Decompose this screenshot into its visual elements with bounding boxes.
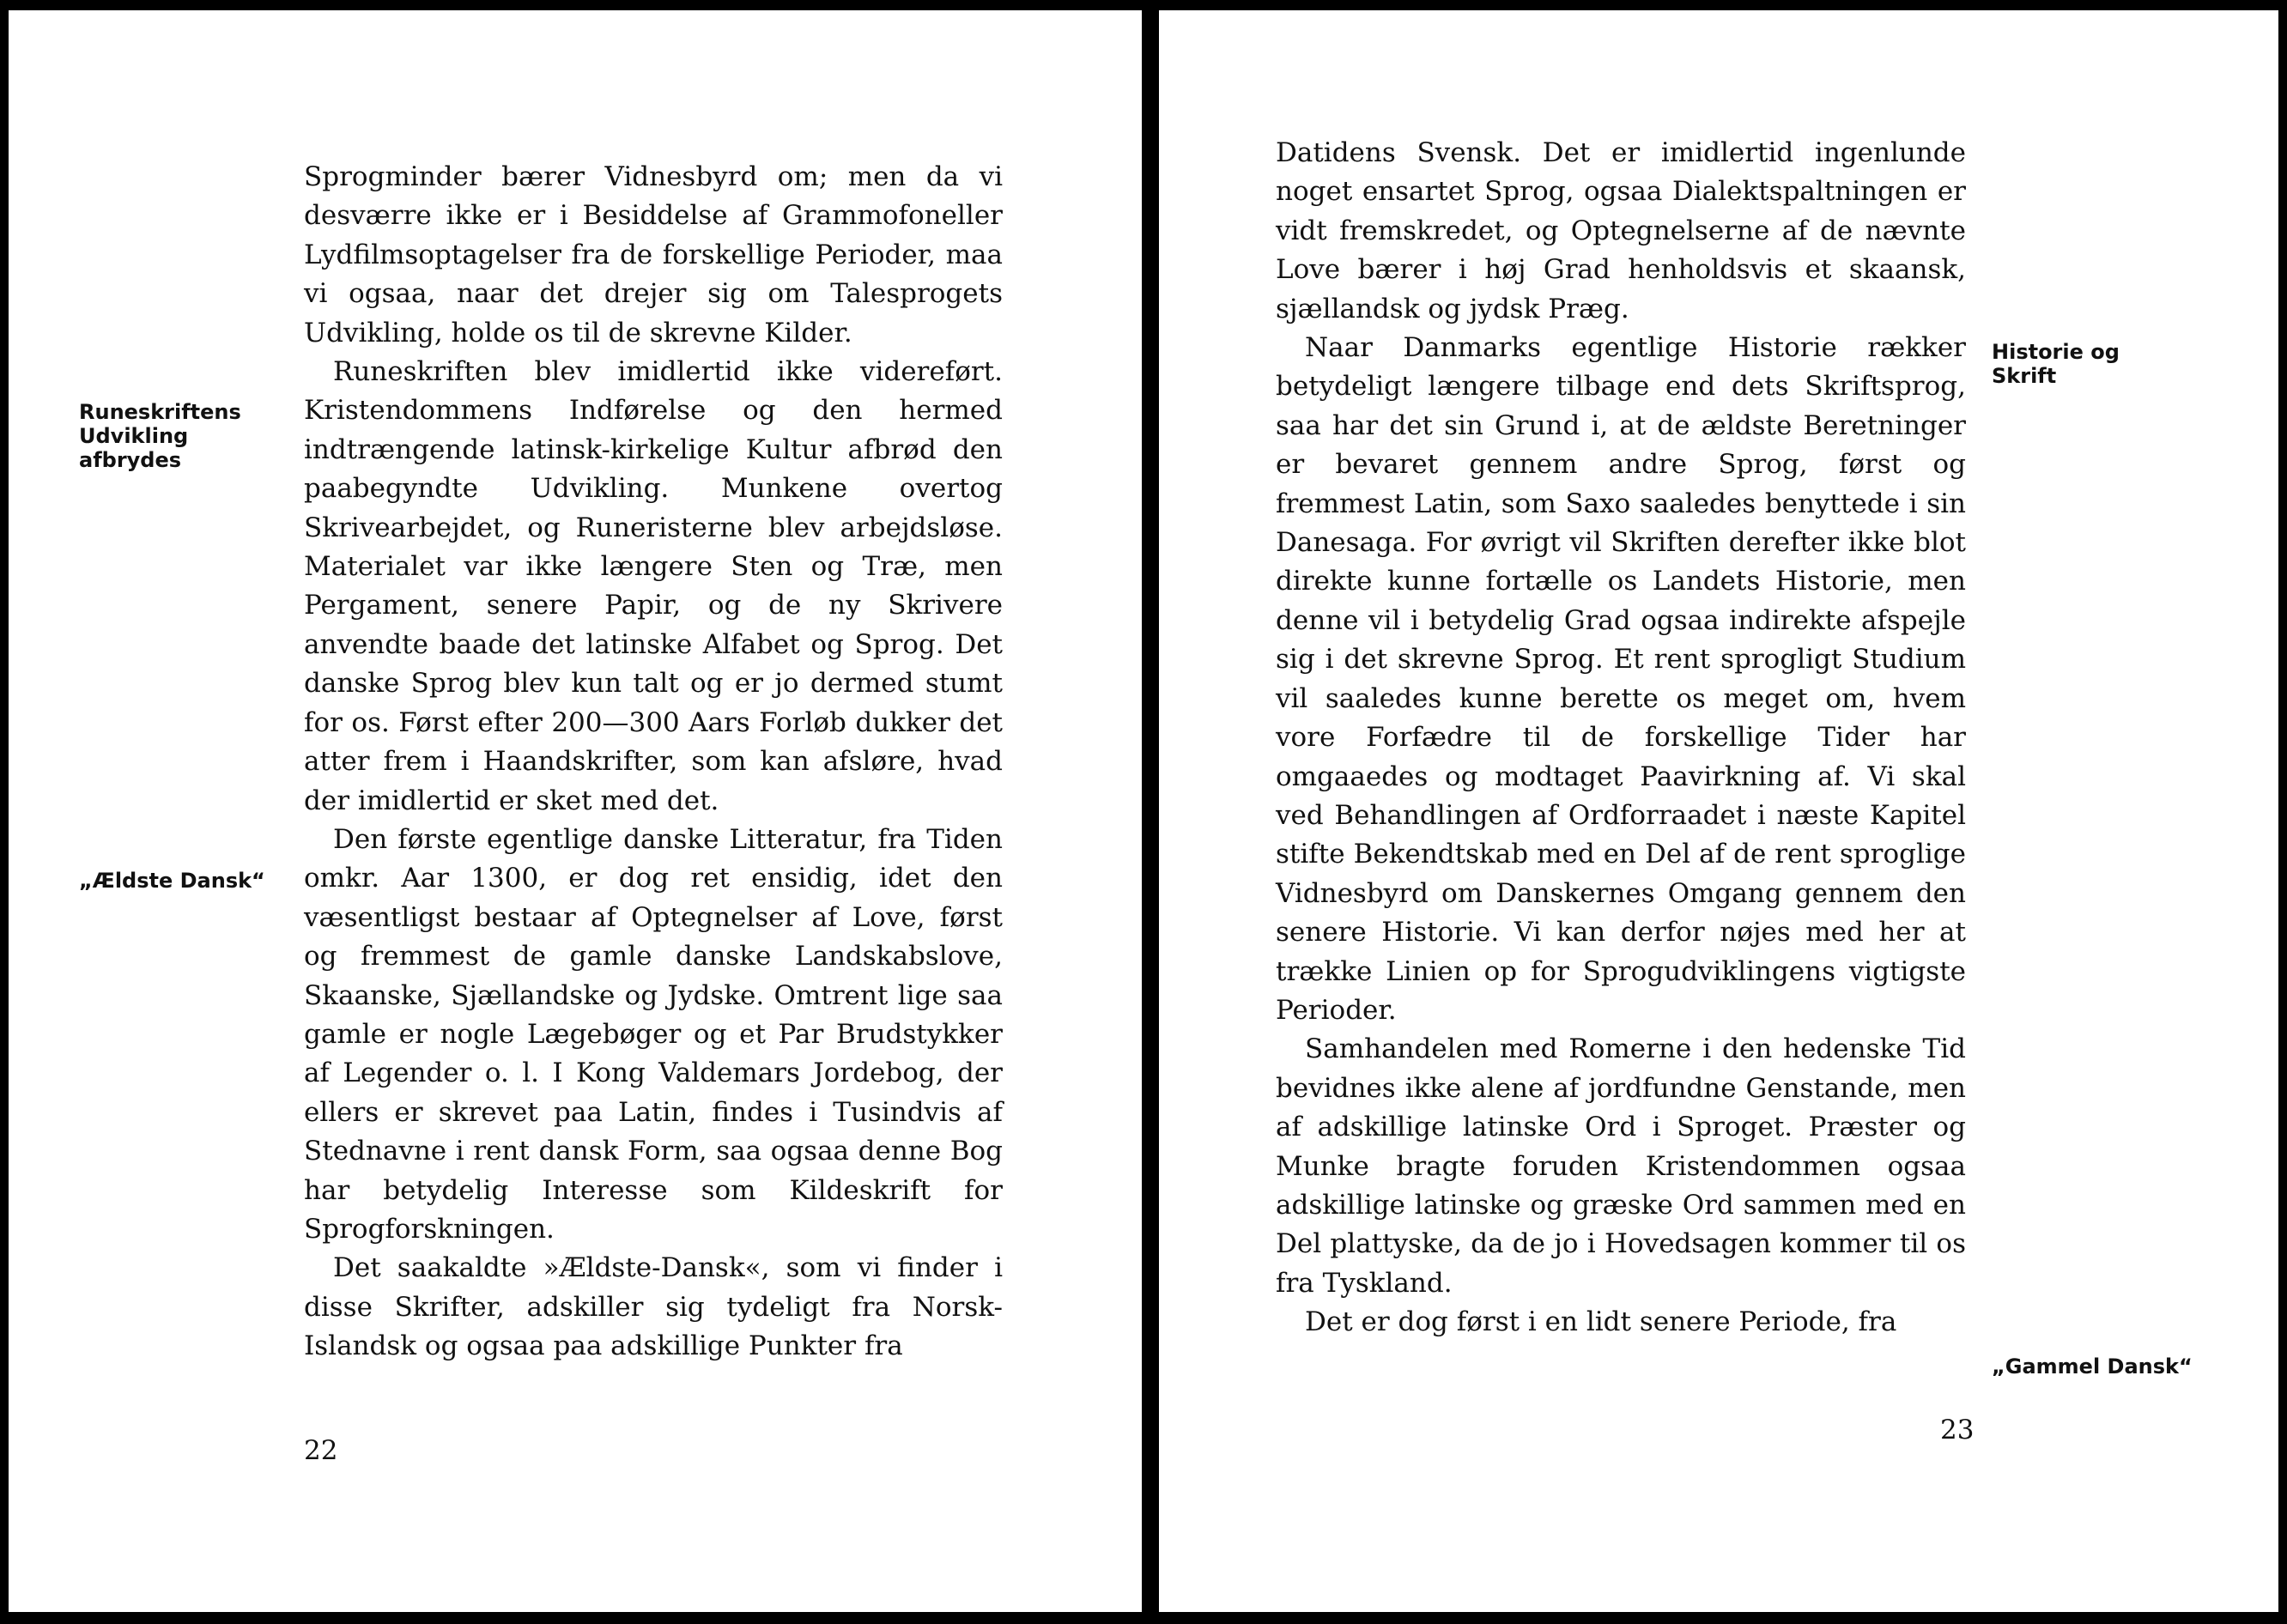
- margin-note-runeskrift: Runeskriftens Udvikling afbrydes: [79, 400, 241, 472]
- margin-note-historie: Historie og Skrift: [1992, 340, 2120, 388]
- page-number: 22: [304, 1435, 338, 1466]
- left-page: [9, 10, 1142, 1612]
- paragraph: Det saakaldte »Ældste-Dansk«, som vi finder i disse Skrifter, adskiller sig tydeligt fra Norsk-Islandsk og ogsaa paa adskillige Punkter fra: [304, 1252, 1003, 1362]
- margin-note-gammel-dansk: „Gammel Dansk“: [1992, 1354, 2193, 1379]
- paragraph: Sprogminder bærer Vidnesbyrd om; men da vi desværre ikke er i Besiddelse af Grammofoneller Lydfilmsoptagelser fra de forskellige Perioder, maa vi ogsaa, naar det drejer sig om Talesprogets Udvikling, holde os til de skrevne Kilder.: [304, 161, 1003, 348]
- paragraph: Det er dog først i en lidt senere Periode, fra: [1305, 1306, 1897, 1338]
- paragraph: Den første egentlige danske Litteratur, fra Tiden omkr. Aar 1300, er dog ret ensidig, idet den væsentligst bestaar af Optegnelser af Love, først og fremmest de gamle danske Landskabslove, Skaanske, Sjællandske og Jydske. Omtrent lige saa gamle er nogle Lægebøger og et Par Brudstykker af Legender o. l. I Kong Valdemars Jordebog, der ellers er skrevet paa Latin, findes i Tusindvis af Stednavne i rent dansk Form, saa ogsaa denne Bog har betydelig Interesse som Kildeskrift for Sprogforskningen.: [304, 823, 1003, 1245]
- paragraph: Samhandelen med Romerne i den hedenske Tid bevidnes ikke alene af jordfundne Genstande, men af adskillige latinske Ord i Sproget. Præster og Munke bragte foruden Kristendommen ogsaa adskillige latinske og græske Ord sammen med en Del plattyske, da de jo i Hovedsagen kommer til os fra Tyskland.: [1276, 1033, 1966, 1299]
- paragraph: Datidens Svensk. Det er imidlertid ingenlunde noget ensartet Sprog, ogsaa Dialektspaltningen er vidt fremskredet, og Optegnelserne af de nævnte Love bærer i høj Grad henholdsvis et skaansk, sjællandsk og jydsk Præg.: [1276, 137, 1966, 324]
- page-number: 23: [1940, 1415, 1975, 1445]
- paragraph: Runeskriften blev imidlertid ikke videreført. Kristendommens Indførelse og den hermed indtrængende latinsk-kirkelige Kultur afbrød den paabegyndte Udvikling. Munkene overtog Skrivearbejdet, og Runeristerne blev arbejdsløse. Materialet var ikke længere Sten og Træ, men Pergament, senere Papir, og de ny Skrivere anvendte baade det latinske Alfabet og Sprog. Det danske Sprog blev kun talt og er jo dermed stumt for os. Først efter 200—300 Aars Forløb dukker det atter frem i Haandskrifter, som kan afsløre, hvad der imidlertid er sket med det.: [304, 356, 1003, 816]
- right-page: [1159, 10, 2278, 1612]
- right-text-column: [1276, 134, 1966, 1342]
- paragraph: Naar Danmarks egentlige Historie rækker betydeligt længere tilbage end dets Skriftsprog, saa har det sin Grund i, at de ældste Beretninger er bevaret gennem andre Sprog, først og fremmest Latin, som Saxo saaledes benyttede i sin Danesaga. For øvrigt vil Skriften derefter ikke blot direkte kunne fortælle os Landets Historie, men denne vil i betydelig Grad ogsaa indirekte afspejle sig i det skrevne Sprog. Et rent sprogligt Studium vil saaledes kunne berette os meget om, hvem vore Forfædre til de forskellige Tider har omgaaedes og modtaget Paavirkning af. Vi skal ved Behandlingen af Ordforraadet i næste Kapitel stifte Bekendtskab med en Del af de rent sproglige Vidnesbyrd om Danskernes Omgang gennem den senere Historie. Vi kan derfor nøjes med her at trække Linien op for Sprogudviklingens vigtigste Perioder.: [1276, 332, 1966, 1026]
- left-text-column: [304, 158, 1003, 1366]
- margin-note-aeldste-dansk: „Ældste Dansk“: [79, 869, 265, 893]
